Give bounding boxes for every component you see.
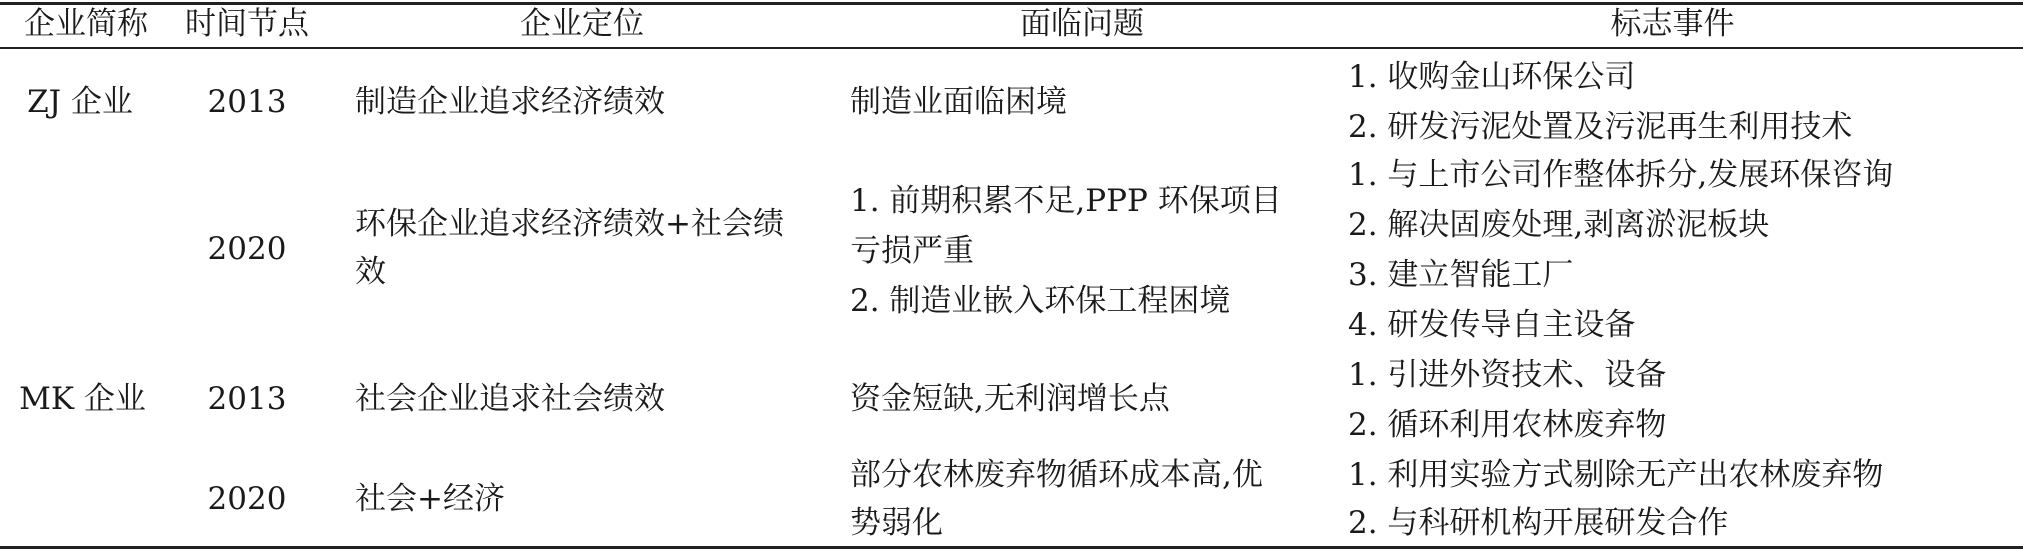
header-events: 标志事件 (1610, 6, 1735, 42)
event-line: 1. 收购金山环保公司 (1348, 59, 1636, 95)
problem-line: 1. 前期积累不足,PPP 环保项目 (850, 183, 1282, 219)
problem-line: 势弱化 (850, 505, 943, 541)
event-line: 1. 利用实验方式剔除无产出农林废弃物 (1348, 457, 1884, 493)
company-name: ZJ 企业 (27, 84, 133, 120)
event-line: 2. 解决固废处理,剥离淤泥板块 (1348, 207, 1770, 243)
positioning: 制造企业追求经济绩效 (355, 84, 665, 120)
header-time: 时间节点 (185, 6, 309, 42)
problem-line: 部分农林废弃物循环成本高,优 (850, 457, 1263, 493)
problem-line: 制造业面临困境 (850, 84, 1067, 120)
bottom-rule (0, 546, 2023, 549)
event-line: 4. 研发传导自主设备 (1348, 307, 1636, 343)
positioning-line: 效 (355, 254, 386, 290)
event-line: 2. 与科研机构开展研发合作 (1348, 505, 1729, 541)
problem-line: 2. 制造业嵌入环保工程困境 (850, 283, 1231, 319)
header-positioning: 企业定位 (520, 6, 644, 42)
company-name: MK 企业 (19, 381, 146, 417)
event-line: 1. 引进外资技术、设备 (1348, 357, 1667, 393)
event-line: 3. 建立智能工厂 (1348, 257, 1574, 293)
year: 2020 (207, 231, 287, 267)
year: 2020 (207, 481, 287, 517)
event-line: 2. 循环利用农林废弃物 (1348, 407, 1667, 443)
event-line: 2. 研发污泥处置及污泥再生利用技术 (1348, 109, 1853, 145)
event-line: 1. 与上市公司作整体拆分,发展环保咨询 (1348, 157, 1894, 193)
positioning-line: 环保企业追求经济绩效+社会绩 (355, 206, 784, 242)
positioning: 社会企业追求社会绩效 (355, 381, 665, 417)
header-rule (0, 47, 2023, 49)
problem-line: 资金短缺,无利润增长点 (850, 381, 1170, 417)
positioning: 社会+经济 (355, 481, 505, 517)
year: 2013 (207, 381, 287, 417)
header-company: 企业简称 (24, 6, 148, 42)
year: 2013 (207, 84, 287, 120)
problem-line: 亏损严重 (850, 233, 974, 269)
header-problems: 面临问题 (1020, 6, 1144, 42)
